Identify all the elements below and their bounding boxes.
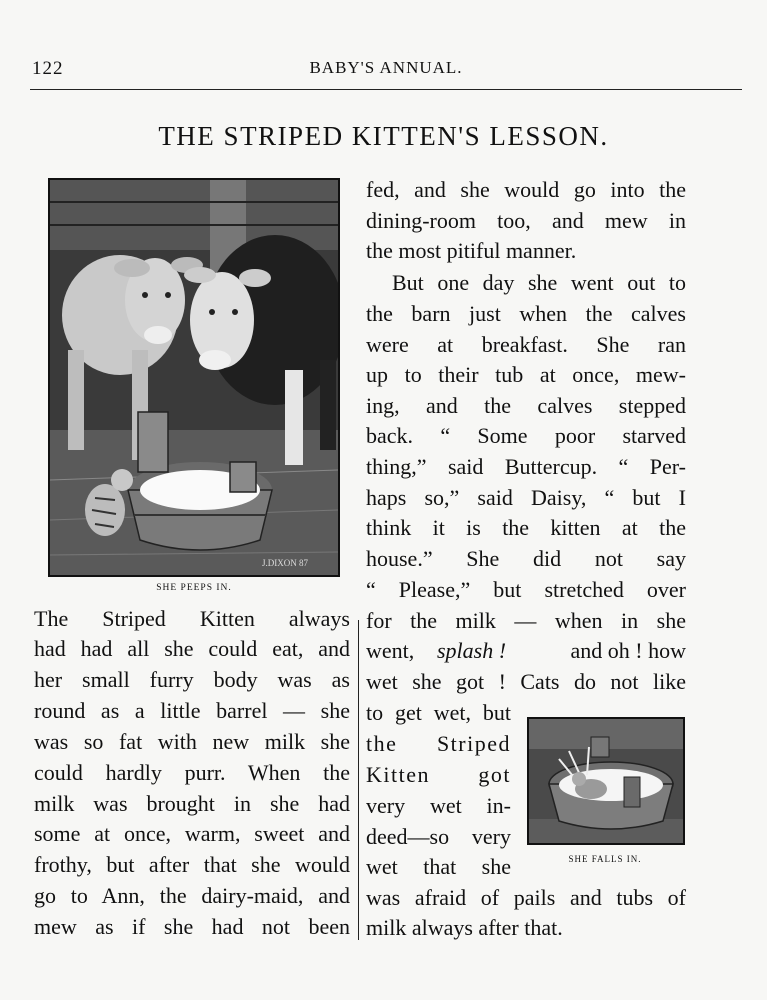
- right-line-21: very wet in-: [366, 793, 511, 818]
- right-line-5: the barn just when the calves: [366, 301, 686, 326]
- figure-caption-2: SHE FALLS IN.: [568, 854, 642, 864]
- right-line-16b: and oh ! how: [570, 638, 686, 663]
- left-line-2: had had all she could eat, and: [34, 636, 350, 661]
- right-line-25: milk always after that.: [366, 915, 563, 940]
- right-line-16a: went,: [366, 638, 415, 663]
- right-line-12: think it is the kitten at the: [366, 515, 686, 540]
- right-line-2: dining-room too, and mew in: [366, 208, 686, 233]
- right-line-7: up to their tub at once, mew-: [366, 362, 686, 387]
- running-head: BABY'S ANNUAL.: [309, 58, 463, 77]
- right-line-4: But one day she went out to: [392, 270, 686, 295]
- right-line-20: Kitten got: [366, 762, 511, 787]
- calves-illustration: [48, 178, 340, 577]
- left-line-6: could hardly purr. When the: [34, 760, 350, 785]
- right-line-19: the Striped: [366, 731, 511, 756]
- right-line-13: house.” She did not say: [366, 546, 686, 571]
- right-line-8: ing, and the calves stepped: [366, 393, 686, 418]
- header-rule: [30, 89, 742, 90]
- left-line-9: frothy, but after that she would: [34, 852, 350, 877]
- right-line-9: back. “ Some poor starved: [366, 423, 686, 448]
- left-line-11: mew as if she had not been: [34, 914, 350, 939]
- right-line-23: wet that she: [366, 854, 511, 879]
- right-line-1: fed, and she would go into the: [366, 177, 686, 202]
- right-line-10: thing,” said Buttercup. “ Per-: [366, 454, 686, 479]
- right-line-22: deed—so very: [366, 824, 511, 849]
- right-line-24: was afraid of pails and tubs of: [366, 885, 686, 910]
- left-line-1: The Striped Kitten always: [34, 606, 350, 631]
- left-line-10: go to Ann, the dairy-maid, and: [34, 883, 350, 908]
- right-line-17: wet she got ! Cats do not like: [366, 669, 686, 694]
- left-line-7: milk was brought in she had: [34, 791, 350, 816]
- left-line-4: round as a little barrel — she: [34, 698, 350, 723]
- right-line-14: “ Please,” but stretched over: [366, 577, 686, 602]
- story-title: THE STRIPED KITTEN'S LESSON.: [158, 121, 609, 151]
- right-line-16-italic: splash !: [437, 638, 507, 663]
- figure-caption-1: SHE PEEPS IN.: [156, 583, 232, 593]
- left-line-3: her small furry body was as: [34, 667, 350, 692]
- column-divider: [358, 620, 359, 940]
- right-line-11: haps so,” said Daisy, “ but I: [366, 485, 686, 510]
- page-number: 122: [32, 58, 64, 79]
- right-line-6: were at breakfast. She ran: [366, 332, 686, 357]
- page-header: [30, 58, 742, 84]
- right-line-15: for the milk — when in she: [366, 608, 686, 633]
- right-line-3: the most pitiful manner.: [366, 238, 577, 263]
- right-line-18: to get wet, but: [366, 700, 511, 725]
- left-line-8: some at once, warm, sweet and: [34, 821, 350, 846]
- left-line-5: was so fat with new milk she: [34, 729, 350, 754]
- kitten-in-tub-illustration: [527, 717, 685, 845]
- artist-signature: J.DIXON 87: [262, 558, 308, 568]
